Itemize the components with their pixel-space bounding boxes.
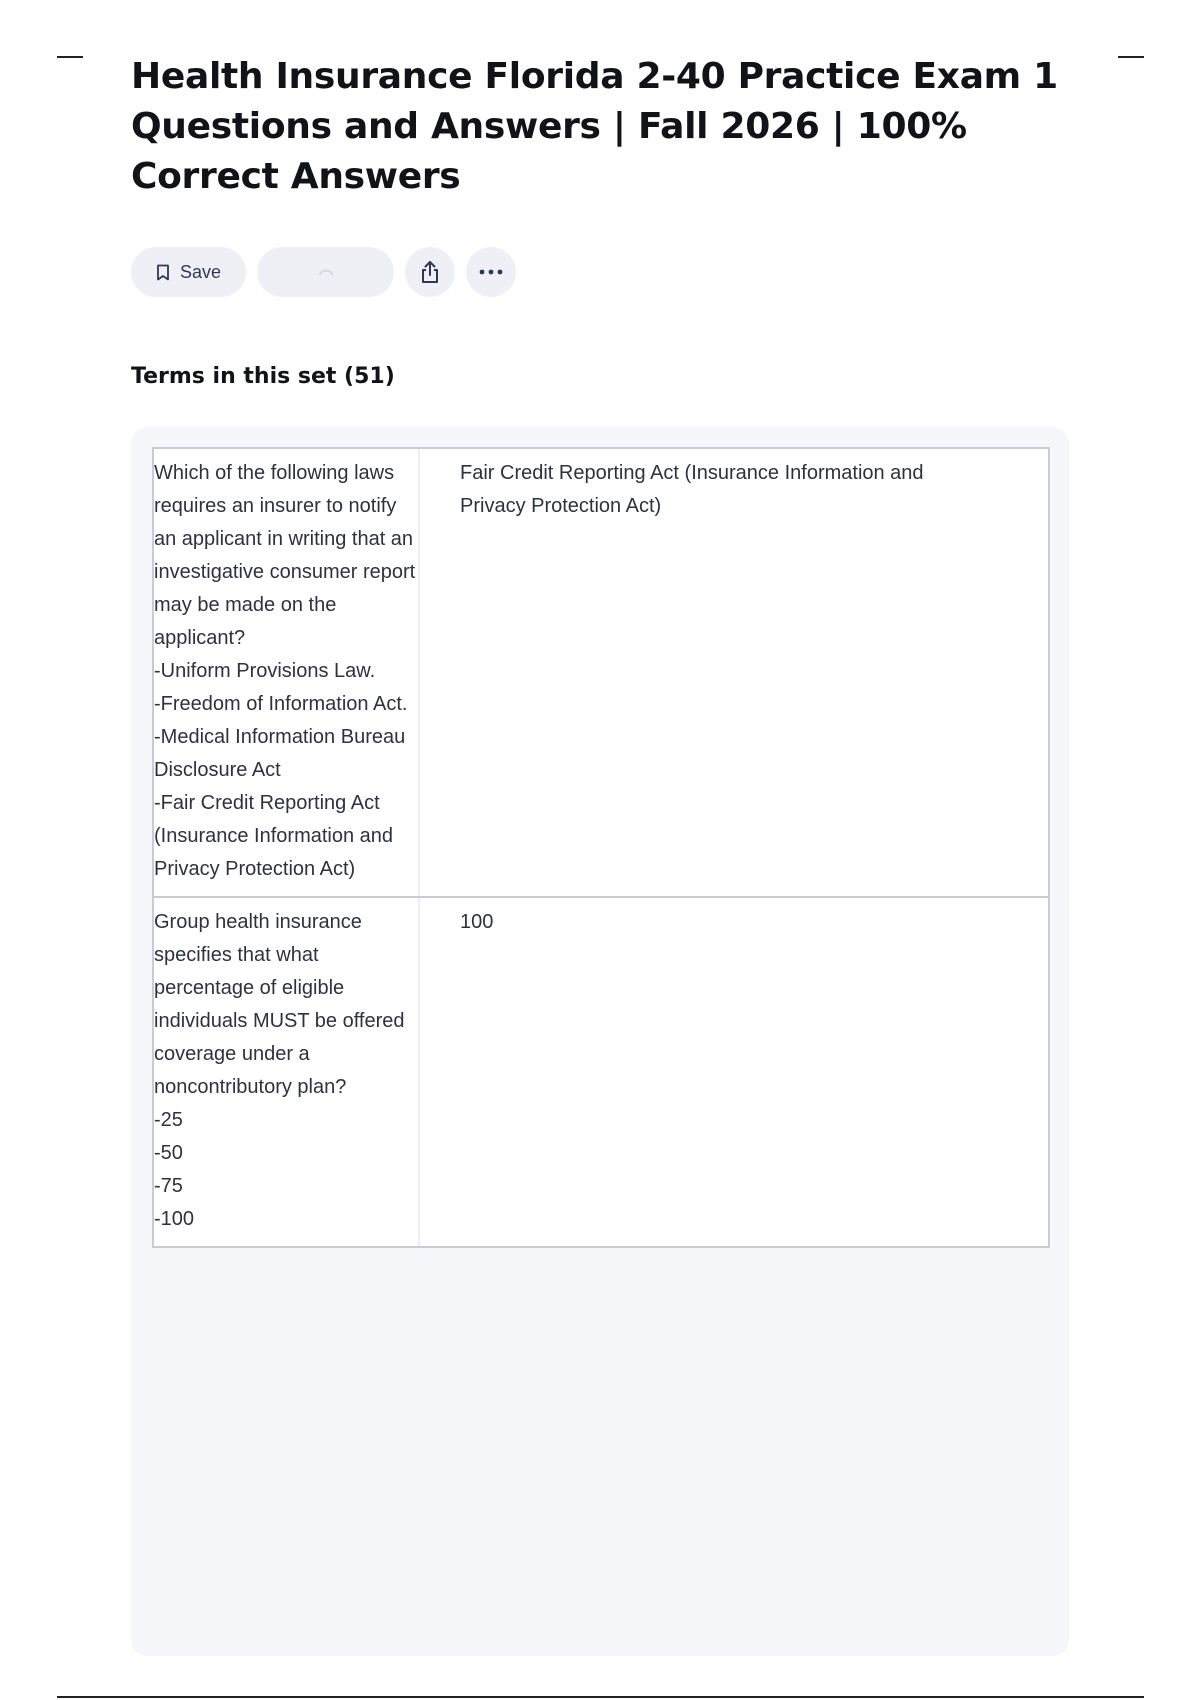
terms-table xyxy=(152,447,1050,1248)
terms-panel xyxy=(131,427,1069,1656)
share-icon xyxy=(419,260,441,284)
terms-heading: Terms in this set (51) xyxy=(131,364,395,389)
term-answer: Fair Credit Reporting Act (Insurance Information and Privacy Protection Act) xyxy=(460,462,924,517)
spinner-icon xyxy=(316,262,336,282)
bookmark-icon xyxy=(156,264,170,281)
term-row[interactable] xyxy=(154,898,1048,1246)
more-options-button[interactable] xyxy=(466,247,516,297)
share-button[interactable] xyxy=(405,247,455,297)
save-button[interactable] xyxy=(131,247,246,297)
more-horizontal-icon xyxy=(479,269,503,275)
term-row[interactable] xyxy=(154,449,1048,898)
page-title: Health Insurance Florida 2-40 Practice Exam 1 Questions and Answers | Fall 2026 | 100% Correct Answers xyxy=(131,56,1058,197)
term-answer: 100 xyxy=(460,911,494,933)
corner-mark-right xyxy=(1118,56,1144,58)
bottom-rule xyxy=(57,1696,1144,1698)
corner-mark-left xyxy=(57,56,83,58)
loading-button[interactable] xyxy=(257,247,394,297)
action-bar xyxy=(131,247,516,297)
save-label: Save xyxy=(179,261,222,282)
term-question: Group health insurance specifies that what percentage of eligible individuals MUST be offered coverage under a noncontributory plan? -25 -50 -75 -100 xyxy=(154,898,420,1246)
term-question: Which of the following laws requires an insurer to notify an applicant in writing that an investigative consumer report may be made on the applicant? -Uniform Provisions Law. -Freedom of Information Act. -Medical Information Bureau Disclosure Act -Fair Credit Reporting Act (Insurance Information and Privacy Protection Act) xyxy=(154,449,420,896)
